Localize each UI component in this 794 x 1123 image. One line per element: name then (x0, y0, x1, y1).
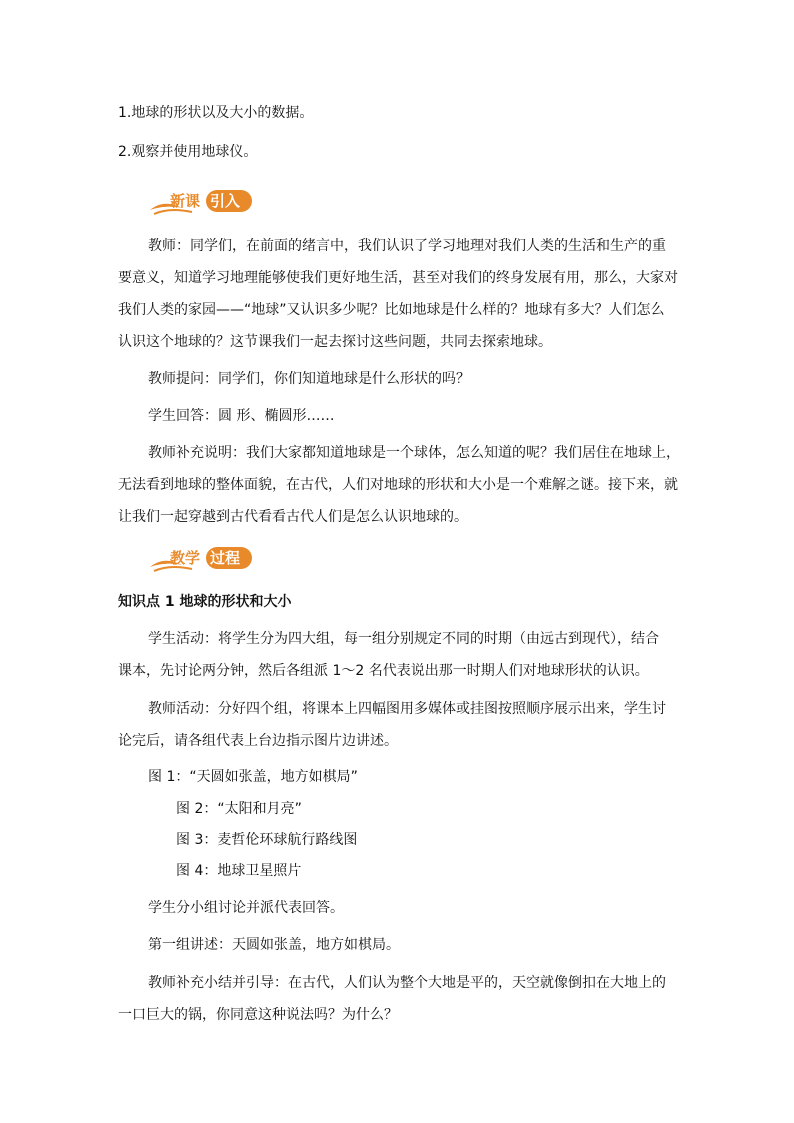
teacher-activity-line-2: 论完后，请各组代表上台边指示图片边讲述。 (118, 733, 398, 749)
banner-label-part2: 引入 (210, 192, 241, 210)
teacher-question: 教师提问：同学们，你们知道地球是什么形状的吗？ (148, 371, 470, 387)
banner-swoosh-icon (148, 545, 258, 573)
intro-line-3: 我们人类的家园——“地球”又认识多少呢？比如地球是什么样的？地球有多大？人们怎么 (118, 302, 665, 318)
banner-label-part1: 新课 (170, 192, 201, 210)
supplement-line-3: 让我们一起穿越到古代看看古代人们是怎么认识地球的。 (118, 509, 468, 525)
summary-line-1: 教师补充小结并引导：在古代，人们认为整个大地是平的，天空就像倒扣在大地上的 (148, 975, 666, 991)
supplement-line-2: 无法看到地球的整体面貌，在古代，人们对地球的形状和大小是一个难解之谜。接下来，就 (118, 477, 678, 493)
summary-line-2: 一口巨大的锅，你同意这种说法吗？为什么？ (118, 1007, 398, 1023)
student-activity-line-2: 课本，先讨论两分钟，然后各组派 1～2 名代表说出那一时期人们对地球形状的认识。 (118, 663, 649, 679)
figure-item-1: 图 1：“天圆如张盖，地方如棋局” (148, 769, 358, 785)
intro-line-4: 认识这个地球的？这节课我们一起去探讨这些问题，共同去探索地球。 (118, 334, 552, 350)
figure-item-4: 图 4：地球卫星照片 (176, 863, 302, 879)
group-discuss-text: 学生分小组讨论并派代表回答。 (148, 900, 344, 916)
figure-item-2: 图 2：“太阳和月亮” (176, 801, 302, 817)
banner-label-part1: 教学 (170, 549, 201, 567)
student-answer: 学生回答：圆 形、椭圆形…… (148, 408, 335, 424)
student-activity-line-1: 学生活动：将学生分为四大组，每一组分别规定不同的时期（由远古到现代），结合 (148, 631, 659, 647)
figure-item-3: 图 3：麦哲伦环球航行路线图 (176, 832, 358, 848)
supplement-line-1: 教师补充说明：我们大家都知道地球是一个球体，怎么知道的呢？我们居住在地球上， (148, 445, 680, 461)
objective-1: 1.地球的形状以及大小的数据。 (118, 105, 314, 121)
banner-swoosh-icon (148, 188, 258, 216)
teacher-activity-line-1: 教师活动：分好四个组，将课本上四幅图用多媒体或挂图按照顺序展示出来，学生讨 (148, 701, 666, 717)
intro-line-2: 要意义，知道学习地理能够使我们更好地生活，甚至对我们的终身发展有用，那么，大家对 (118, 270, 678, 286)
objective-2: 2.观察并使用地球仪。 (118, 144, 258, 160)
group1-text: 第一组讲述：天圆如张盖，地方如棋局。 (148, 937, 400, 953)
knowledge-point-title: 知识点 1 地球的形状和大小 (118, 594, 292, 610)
banner-label-part2: 过程 (210, 549, 241, 567)
section-banner-teaching-process (148, 545, 258, 573)
section-banner-new-lesson (148, 188, 258, 216)
intro-line-1: 教师：同学们，在前面的绪言中，我们认识了学习地理对我们人类的生活和生产的重 (148, 238, 666, 254)
